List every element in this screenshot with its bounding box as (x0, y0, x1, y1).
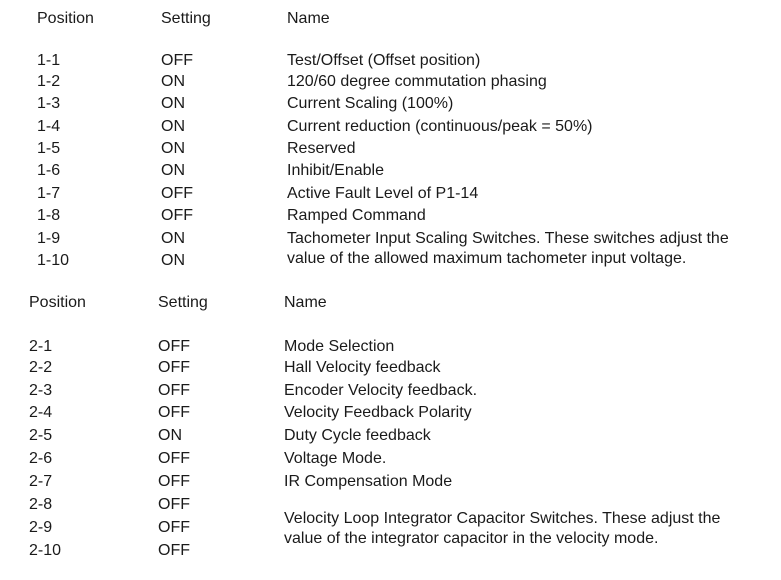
table1-row-setting: ON (161, 162, 185, 179)
table2-row-position: 2-8 (29, 496, 53, 513)
table1-row-setting: ON (161, 73, 185, 90)
table2-row-name: IR Compensation Mode (284, 473, 453, 490)
table1-row-name: Ramped Command (287, 207, 426, 224)
table2-row-position: 2-7 (29, 473, 53, 490)
table2-row-position: 2-5 (29, 427, 53, 444)
table2-header-position: Position (29, 294, 86, 311)
table2-row-setting: OFF (158, 382, 190, 399)
table2-row-setting: OFF (158, 496, 190, 513)
table2-row-position: 2-4 (29, 404, 53, 421)
table1-row-setting: OFF (161, 185, 193, 202)
table2-header-setting: Setting (158, 294, 208, 311)
table1-header-position: Position (37, 10, 94, 27)
table2-row-position: 2-10 (29, 542, 62, 559)
table1-row-setting: OFF (161, 207, 193, 224)
table2-row-name: Voltage Mode. (284, 450, 387, 467)
table1-row-position: 1-6 (37, 162, 61, 179)
table2-row-position: 2-6 (29, 450, 53, 467)
table2-row-name: Encoder Velocity feedback. (284, 382, 478, 399)
table2-row-position: 2-3 (29, 382, 53, 399)
table1-row-name: Current Scaling (100%) (287, 95, 454, 112)
table2-row-setting: OFF (158, 450, 190, 467)
table1-row-position: 1-5 (37, 140, 61, 157)
table1-row-setting: ON (161, 252, 185, 269)
table2-row-name: Velocity Feedback Polarity (284, 404, 472, 421)
table2-row-setting: OFF (158, 542, 190, 559)
table2-row-position: 2-2 (29, 359, 53, 376)
table1-row-position: 1-4 (37, 118, 61, 135)
table1-header-setting: Setting (161, 10, 211, 27)
table2-group-note-line2: value of the integrator capacitor in the velocity mode. (284, 530, 659, 547)
table2-row-setting: OFF (158, 338, 190, 355)
table1-row-name: Reserved (287, 140, 356, 157)
table1-row-setting: ON (161, 140, 185, 157)
table1-row-setting: ON (161, 95, 185, 112)
table2-row-setting: ON (158, 427, 182, 444)
table1-group-note (287, 229, 729, 269)
table1-row-position: 1-7 (37, 185, 61, 202)
table1-row-position: 1-3 (37, 95, 61, 112)
table2-row-name: Mode Selection (284, 338, 395, 355)
table1-row-position: 1-2 (37, 73, 61, 90)
table1-row-name: Test/Offset (Offset position) (287, 52, 481, 69)
table2-row-setting: OFF (158, 519, 190, 536)
table1-row-setting: OFF (161, 52, 193, 69)
table1-row-position: 1-1 (37, 52, 61, 69)
table2-header-name: Name (284, 294, 327, 311)
table2-row-setting: OFF (158, 359, 190, 376)
table1-row-position: 1-8 (37, 207, 61, 224)
table1-group-note-line1: Tachometer Input Scaling Switches. These switches adjust the (287, 230, 729, 247)
table1-header-name: Name (287, 10, 330, 27)
table2-group-note (284, 509, 720, 549)
table1-row-name: Inhibit/Enable (287, 162, 384, 179)
table2-row-position: 2-1 (29, 338, 53, 355)
table1-row-setting: ON (161, 230, 185, 247)
table1-row-name: Current reduction (continuous/peak = 50%) (287, 118, 593, 135)
table2-row-position: 2-9 (29, 519, 53, 536)
table1-row-position: 1-9 (37, 230, 61, 247)
table1-row-setting: ON (161, 118, 185, 135)
table2-row-name: Hall Velocity feedback (284, 359, 441, 376)
table1-row-name: Active Fault Level of P1-14 (287, 185, 479, 202)
table1-row-position: 1-10 (37, 252, 70, 269)
table1-group-note-line2: value of the allowed maximum tachometer input voltage. (287, 250, 687, 267)
table1-row-name: 120/60 degree commutation phasing (287, 73, 547, 90)
table2-row-setting: OFF (158, 473, 190, 490)
table2-row-setting: OFF (158, 404, 190, 421)
table2-group-note-line1: Velocity Loop Integrator Capacitor Switches. These adjust the (284, 510, 721, 527)
table2-row-name: Duty Cycle feedback (284, 427, 431, 444)
